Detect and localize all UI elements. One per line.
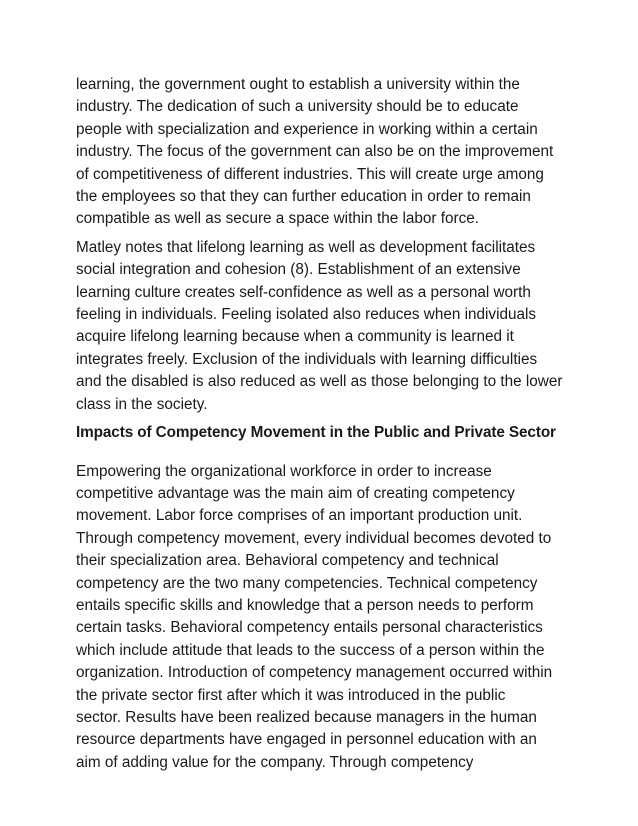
text-line: entails specific skills and knowledge that a person needs to perform — [76, 596, 534, 614]
text-line: compatible as well as secure a space within the labor force. — [76, 210, 480, 228]
text-line: the employees so that they can further education in order to remain — [76, 188, 531, 206]
text-line: social integration and cohesion (8). Establishment of an extensive — [76, 261, 521, 279]
text-line: resource departments have engaged in personnel education with an — [76, 731, 537, 749]
text-line: feeling in individuals. Feeling isolated also reduces when individuals — [76, 306, 537, 324]
text-line: sector. Results have been realized because managers in the human — [76, 708, 537, 726]
text-line: of competitiveness of different industries. This will create urge among — [76, 165, 544, 183]
text-line: learning culture creates self-confidence as well as a personal worth — [76, 283, 531, 301]
paragraph-1 — [76, 74, 576, 231]
text-line: learning, the government ought to establish a university within the — [76, 76, 520, 93]
text-line: certain tasks. Behavioral competency entails personal characteristics — [76, 619, 543, 637]
text-line: which include attitude that leads to the success of a person within the — [76, 641, 545, 659]
text-line: industry. The dedication of such a university should be to educate — [76, 98, 519, 116]
document-body — [76, 74, 576, 774]
paragraph-3 — [76, 461, 576, 775]
text-line: industry. The focus of the government can also be on the improvement — [76, 143, 554, 161]
text-line: Matley notes that lifelong learning as well as development facilitates — [76, 238, 536, 256]
text-line: Empowering the organizational workforce in order to increase — [76, 462, 492, 480]
text-line: organization. Introduction of competency management occurred within — [76, 664, 553, 682]
text-line: integrates freely. Exclusion of the individuals with learning difficulties — [76, 350, 538, 368]
text-line: acquire lifelong learning because when a community is learned it — [76, 328, 514, 346]
paragraph-2 — [76, 237, 576, 416]
text-line: competency are the two many competencies. Technical competency — [76, 574, 538, 592]
text-line: the private sector first after which it was introduced in the public — [76, 686, 506, 704]
text-line: class in the society. — [76, 395, 208, 413]
text-line: and the disabled is also reduced as well as those belonging to the lower — [76, 373, 563, 391]
text-line: aim of adding value for the company. Through competency — [76, 753, 474, 771]
section-heading: Impacts of Competency Movement in the Public and Private Sector — [76, 424, 556, 442]
text-line: Through competency movement, every individual becomes devoted to — [76, 529, 552, 547]
text-line: their specialization area. Behavioral competency and technical — [76, 552, 499, 570]
text-line: movement. Labor force comprises of an important production unit. — [76, 507, 523, 525]
text-line: competitive advantage was the main aim of creating competency — [76, 484, 515, 502]
text-line: people with specialization and experience in working within a certain — [76, 120, 538, 138]
